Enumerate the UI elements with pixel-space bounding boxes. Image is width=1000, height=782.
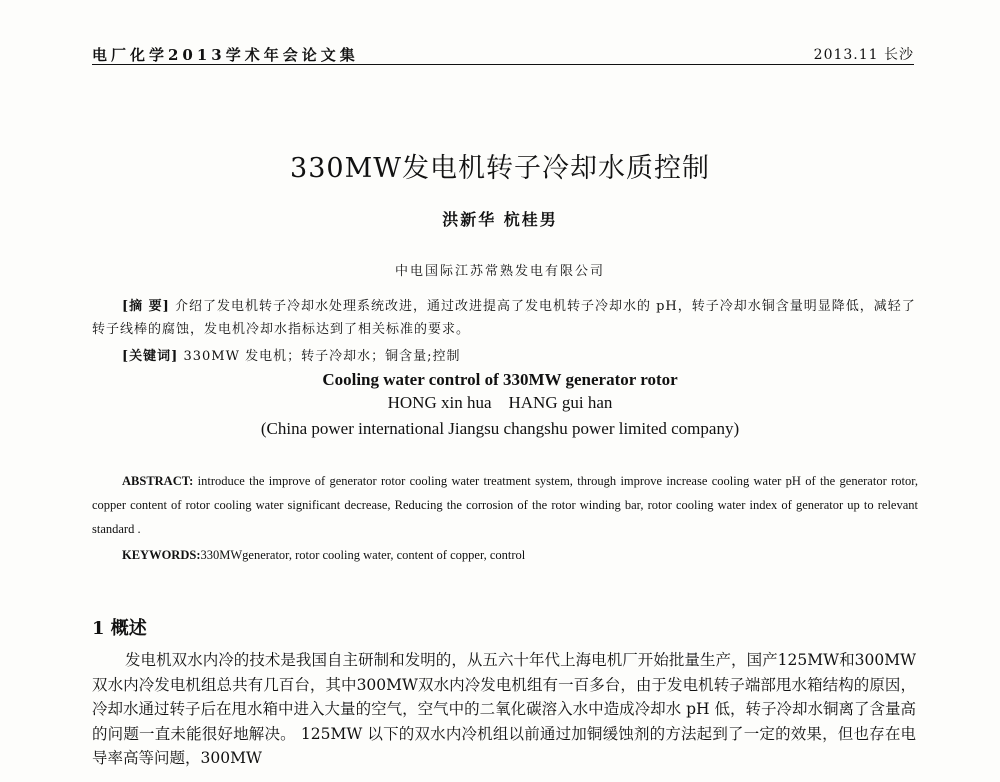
keywords-cn: [122, 345, 460, 364]
abstract-en: [92, 469, 918, 541]
affiliation: 中电国际江苏常熟发电有限公司: [394, 264, 605, 279]
date-place: 2013.11 长沙: [813, 47, 914, 63]
english-affiliation: (China power international Jiangsu changshu power limited company): [260, 419, 740, 438]
english-authors: HONG xin hua HANG gui han: [387, 393, 613, 412]
paper-title: 330MW发电机转子冷却水质控制: [290, 153, 710, 184]
abstract-en-tag: ABSTRACT:: [122, 474, 194, 488]
keywords-cn-text: 330MW 发电机；转子冷却水；铜含量;控制: [183, 349, 461, 364]
keywords-en-tag: KEYWORDS:: [122, 548, 201, 562]
keywords-en-text: 330MWgenerator, rotor cooling water, content of copper, control: [200, 548, 526, 562]
abstract-en-text: introduce the improve of generator rotor cooling water treatment system, through improve increase cooling water pH of the generator rotor, copper content of rotor cooling water significant decrease, Reducing the corrosion of the rotor winding bar, rotor cooling water index of generator up to relevant standard .: [92, 474, 918, 536]
abstract-cn-tag: [摘 要]: [122, 299, 170, 314]
keywords-en: [122, 548, 525, 563]
authors: 洪新华 杭桂男: [442, 210, 558, 229]
section-paragraph: 发电机双水内冷的技术是我国自主研制和发明的，从五六十年代上海电机厂开始批量生产，国产125MW和300MW双水内冷发电机组总共有几百台，其中300MW双水内冷发电机组有一百多台，由于发电机转子端部甩水箱结构的原因，冷却水通过转子后在甩水箱中进入大量的空气，空气中的二氧化碳溶入水中造成冷却水 pH 低，转子冷却水铜离了含量高的问题一直未能很好地解决。 125MW 以下的双水内冷机组以前通过加铜缓蚀剂的方法起到了一定的效果，但也存在电导率高等问题，300MW: [92, 651, 916, 767]
section-heading: 1 概述: [92, 618, 147, 639]
abstract-cn: [92, 295, 916, 341]
header-rule: [92, 64, 914, 65]
english-title: Cooling water control of 330MW generator rotor: [322, 370, 678, 389]
abstract-cn-text: 介绍了发电机转子冷却水处理系统改进，通过改进提高了发电机转子冷却水的 pH，转子冷却水铜含量明显降低，减轻了转子线棒的腐蚀，发电机冷却水指标达到了相关标准的要求。: [92, 299, 916, 337]
running-header: [92, 44, 914, 66]
journal-name: 电厂化学2013学术年会论文集: [92, 46, 359, 64]
keywords-cn-tag: [关键词]: [122, 349, 179, 364]
